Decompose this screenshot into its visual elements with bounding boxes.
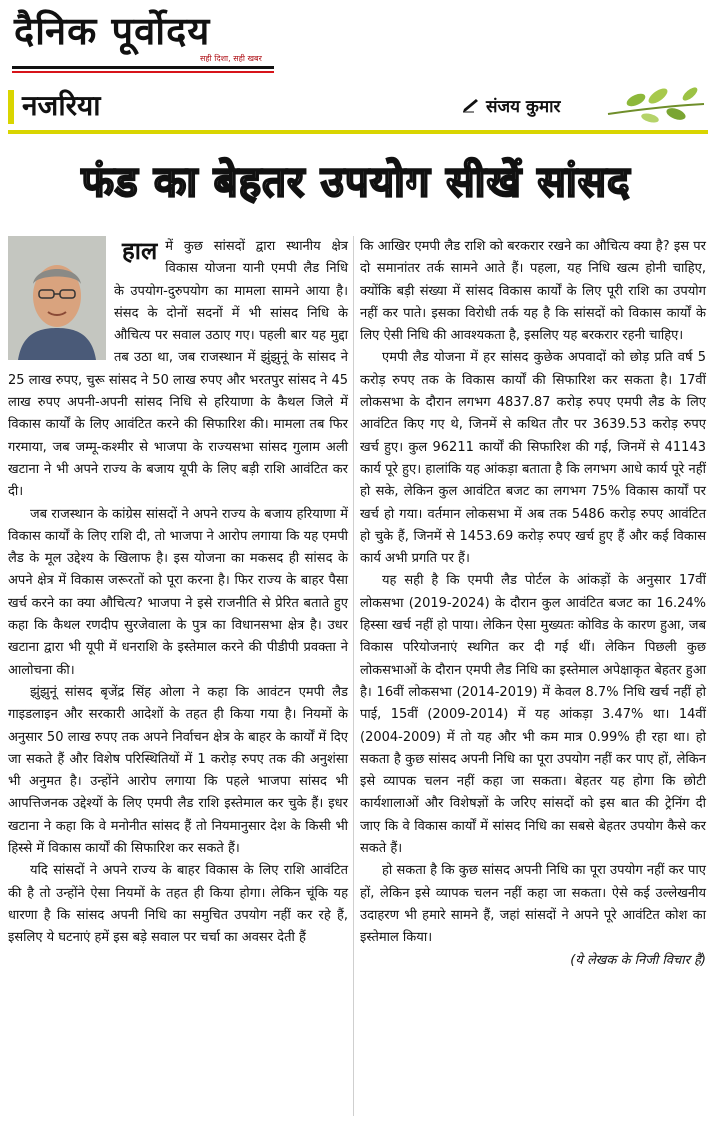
masthead-rule-red xyxy=(12,71,274,73)
section-rule xyxy=(8,130,708,134)
paragraph: एमपी लैड योजना में हर सांसद कुछेक अपवादों को छोड़ प्रति वर्ष 5 करोड़ रुपए तक के विकास कार्यों की सिफारिश कर सकता है। 17वीं लोकसभा के दौरान लगभग 4837.87 करोड़ रुपए एमपी लैड के लिए आवंटित किए गए थे, जिनमें से कथित तौर पर 3639.53 करोड़ रुपए खर्च हुए। कुल 96211 कार्यों की सिफारिश की गई, जिनमें से 41143 कार्य पूरे हुए। हालांकि यह आंकड़ा बताता है कि लगभग आधे कार्य पूरे नहीं हो सके, लेकिन कुल आवंटित बजट का लगभग 75% विकास कार्यों पर खर्च हो गया। वर्तमान लोकसभा में अब तक 5486 करोड़ रुपए आवंटित हो चुके हैं, जिनमें से 1453.69 करोड़ रुपए खर्च हुए हैं और कई विकास कार्य अभी प्रगति पर हैं। xyxy=(360,350,706,567)
leaf-decoration-icon xyxy=(606,84,706,128)
paragraph: यदि सांसदों ने अपने राज्य के बाहर विकास के लिए राशि आवंटित की है तो उन्होंने ऐसा नियमों के तहत ही किया होगा। लेकिन चूंकि यह धारणा है कि सांसद अपनी निधि का समुचित उपयोग नहीं कर रहे हैं, इसलिए ये घटनाएं हमें इस बड़े सवाल पर चर्चा का अवसर देती हैं xyxy=(8,863,348,946)
article-column-right xyxy=(360,236,706,972)
paragraph: यह सही है कि एमपी लैड पोर्टल के आंकड़ों के अनुसार 17वीं लोकसभा (2019-2024) के दौरान कुल आवंटित बजट का 16.24% हिस्सा खर्च नहीं हो पाया। लेकिन ऐसा मुख्यतः कोविड के कारण हुआ, जब विकास परियोजनाएं स्थगित कर दी गई थीं। लेकिन पिछली कुछ लोकसभाओं के दौरान एमपी लैड निधि का इस्तेमाल अपेक्षाकृत बेहतर हुआ है। 16वीं लोकसभा (2014-2019) में केवल 8.7% निधि खर्च नहीं हो पाई, 15वीं (2009-2014) में यह आंकड़ा 3.47% था। 14वीं (2004-2009) में तो यह और भी कम मात्र 0.99% ही रहा था। हो सकता है कुछ सांसद अपनी निधि का पूरा उपयोग नहीं कर पाए हों, लेकिन इसे व्यापक चलन नहीं कहा जा सकता। बेहतर यह होगा कि छोटी कार्यशालाओं और विशेषज्ञों के जरिए सांसदों को इस बात की ट्रेनिंग दी जाए कि वे विकास कार्यों में सांसद निधि का सबसे बेहतर उपयोग कैसे कर सकते हैं। xyxy=(360,573,706,857)
paragraph: जब राजस्थान के कांग्रेस सांसदों ने अपने राज्य के बजाय हरियाणा में विकास कार्यों के लिए राशि दी, तो भाजपा ने आरोप लगाया कि यह एमपी लैड के मूल उद्देश्य के खिलाफ है। इस योजना का मकसद ही सांसद के अपने क्षेत्र में विकास जरूरतों को पूरा करना है। फिर राज्य के बाहर पैसा खर्च करने का क्या औचित्य? भाजपा ने इसे राजनीति से प्रेरित बताते हुए कहा कि कैथल रणदीप सुरजेवाला के पुत्र का विधानसभा क्षेत्र है। उधर खटाना द्वारा भी यूपी में धनराशि के इस्तेमाल करने की पीडीपी प्रवक्ता ने आलोचना की। xyxy=(8,506,348,678)
paragraph: कि आखिर एमपी लैड राशि को बरकरार रखने का औचित्य क्या है? इस पर दो समानांतर तर्क सामने आते हैं। पहला, यह निधि खत्म होनी चाहिए, क्योंकि बड़ी संख्या में सांसद विकास कार्यों के लिए पूरी राशि का उपयोग नहीं कर पाते। इसका विरोधी तर्क यह है कि सांसदों को विकास कार्यों के लिए ऐसी निधि की आवश्यकता है, इसलिए यह बरकरार रहनी चाहिए। xyxy=(360,239,706,344)
disclaimer: (ये लेखक के निजी विचार हैं) xyxy=(570,952,706,968)
paragraph: में कुछ सांसदों द्वारा स्थानीय क्षेत्र विकास योजना यानी एमपी लैड निधि के उपयोग-दुरुपयोग का मामला सामने आया है। संसद के दोनों सदनों में भी सांसद निधि के औचित्य पर सवाल उठाए गए। पहली बार यह मुद्दा तब उठा था, जब राजस्थान में झुंझुनूं के सांसद ने 25 लाख रुपए, चुरू सांसद ने 50 लाख रुपए और भरतपुर सांसद ने 45 लाख रुपए अपनी-अपनी सांसद निधि से हरियाणा के कैथल जिले में विकास कार्यों के लिए आवंटित करने की सिफारिश की। मामला तब फिर गरमाया, जब जम्मू-कश्मीर से भाजपा के राज्यसभा सांसद गुलाम अली खटाना ने भी अपने राज्य के बजाय यूपी के लिए बड़ी राशि आवंटित कर दी। xyxy=(8,239,348,500)
column-divider xyxy=(353,236,354,1116)
section-name: नजरिया xyxy=(22,89,101,122)
dropcap: हाल xyxy=(122,236,158,265)
section-bar xyxy=(0,82,712,134)
newspaper-tagline: सही दिशा, सही खबर xyxy=(200,54,262,63)
section-accent xyxy=(8,90,14,124)
paragraph: झुंझुनूं सांसद बृजेंद्र सिंह ओला ने कहा कि आवंटन एमपी लैड गाइडलाइन और सरकारी आदेशों के तहत ही किया गया है। नियमों के अनुसार 50 लाख रुपए तक अपने निर्वाचन क्षेत्र के बाहर के कार्यों में दिए जा सकते हैं और विशेष परिस्थितियों में 1 करोड़ रुपए तक की अनुशंसा भी अनुमत है। उन्होंने आरोप लगाया कि पहले भाजपा सांसद भी आपत्तिजनक उद्देश्यों के लिए एमपी लैड राशि इस्तेमाल कर चुके हैं। इधर खटाना ने कहा कि वे मनोनीत सांसद हैं तो नियमानुसार देश के किसी भी हिस्से में विकास कार्यों की सिफारिश कर सकते हैं। xyxy=(8,684,348,857)
author-photo xyxy=(8,236,106,360)
article-column-left xyxy=(8,236,348,950)
author-portrait-icon xyxy=(8,236,106,360)
newspaper-title: दैनिक पूर्वोदय xyxy=(14,8,211,53)
headline: फंड का बेहतर उपयोग सीखें सांसद xyxy=(81,157,631,206)
masthead xyxy=(0,0,712,78)
paragraph: हो सकता है कि कुछ सांसद अपनी निधि का पूरा उपयोग नहीं कर पाए हों, लेकिन इसे व्यापक चलन नहीं कहा जा सकता। ऐसे कई उल्लेखनीय उदाहरण भी हमारे सामने हैं, जहां सांसदों ने अपने पूरे आवंटित कोश का इस्तेमाल किया। xyxy=(360,863,706,946)
author-name: संजय कुमार xyxy=(486,97,561,117)
masthead-rule xyxy=(12,66,274,69)
pen-icon xyxy=(462,99,480,113)
